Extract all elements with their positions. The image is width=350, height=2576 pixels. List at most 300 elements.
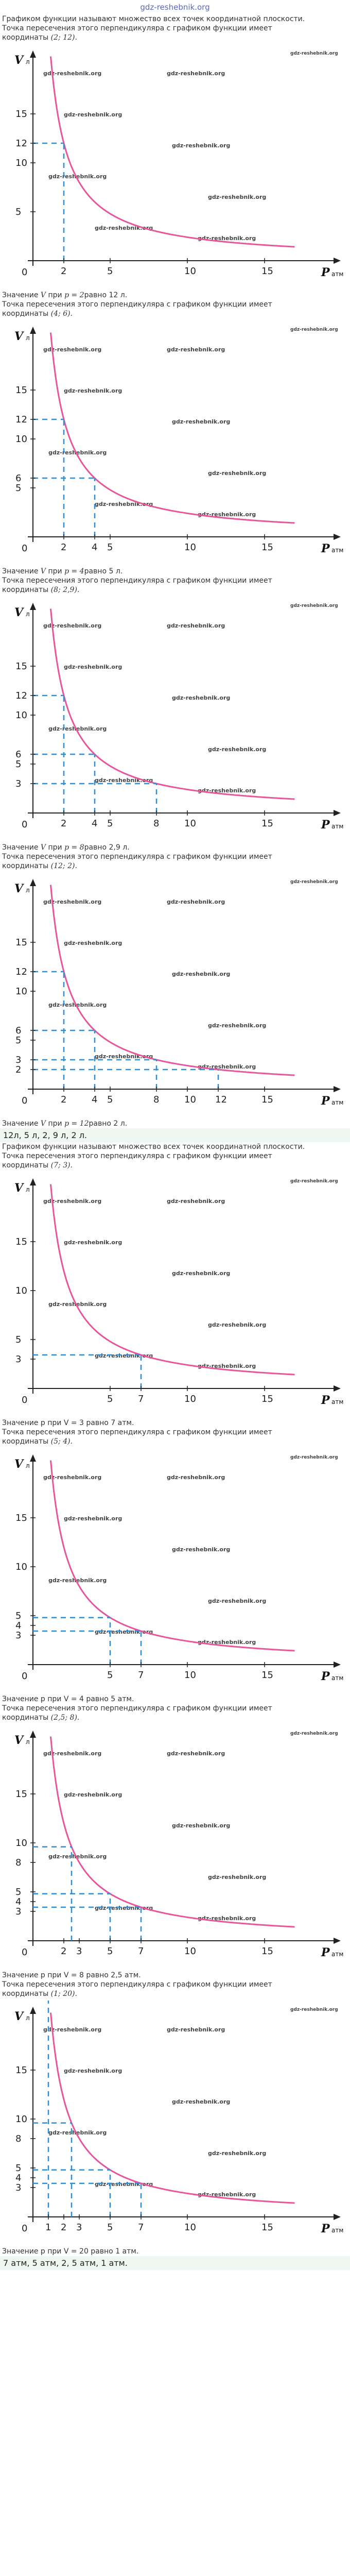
result-value: равно 12 л. [84,291,128,299]
explanation-text: Точка пересечения этого перпендикуляра с графиком функции имеет [2,1980,272,1989]
x-axis-label: P [321,266,330,279]
y-tick-label: 10 [15,986,27,997]
problem-block [0,852,350,1128]
x-axis-unit: атм [331,1951,344,1958]
y-tick-label: 5 [15,1887,22,1897]
y-tick-label: 4 [15,1620,22,1631]
watermark-text: gdz-reshebnik.org [43,622,102,629]
result-variable: V [40,291,46,299]
function-graph [2,597,348,839]
watermark-text: gdz-reshebnik.org [64,664,122,670]
y-axis-unit: л [26,2014,30,2022]
problem-block [0,1980,350,2256]
explanation-text: Точка пересечения этого перпендикуляра с графиком функции имеет [2,1704,272,1713]
watermark-text: gdz-reshebnik.org [290,51,338,56]
result-value: равно 2,9 л. [84,843,130,852]
coordinates-prefix: координаты [2,1161,51,1170]
function-curve [51,1737,295,1927]
coordinates-line [2,1437,348,1446]
x-axis-label: P [321,542,330,555]
answer-box: 7 атм, 5 атм, 2, 5 атм, 1 атм. [0,2256,350,2270]
coordinates-value: (4; 6). [50,310,73,318]
origin-label: 0 [22,1947,28,1958]
site-header[interactable]: gdz-reshebnik.org [140,3,210,12]
watermark-text: gdz-reshebnik.org [48,2129,107,2136]
x-tick-label: 5 [107,1094,113,1105]
watermark-text: gdz-reshebnik.org [198,1915,256,1922]
watermark-text: gdz-reshebnik.org [167,346,225,353]
watermark-text: gdz-reshebnik.org [198,2191,256,2198]
result-variable: V [40,1120,46,1128]
y-axis-unit: л [26,58,30,65]
coordinates-prefix: координаты [2,1437,51,1446]
x-tick-label: 2 [61,542,67,553]
result-condition: p = 4 [64,567,84,575]
y-tick-label: 8 [15,2133,22,2144]
x-tick-label: 2 [61,818,67,829]
x-tick-label: 10 [184,1394,196,1404]
x-axis-arrow [334,810,341,816]
explanation-text: Точка пересечения этого перпендикуляра с графиком функции имеет [2,853,272,861]
watermark-text: gdz-reshebnik.org [64,1515,122,1522]
watermark-text: gdz-reshebnik.org [167,1198,225,1205]
x-axis-unit: атм [331,270,344,278]
watermark-text: gdz-reshebnik.org [208,1321,267,1328]
result-condition: p = 2 [64,291,84,299]
y-axis-arrow [30,879,36,886]
watermark-text: gdz-reshebnik.org [167,2026,225,2033]
explanation-text: Точка пересечения этого перпендикуляра с графиком функции имеет [2,24,272,32]
watermark-text: gdz-reshebnik.org [208,746,267,753]
intro-text: Графиком функции называют множество всех точек координатной плоскости. [2,15,305,23]
x-axis-unit: атм [331,1674,344,1682]
watermark-text: gdz-reshebnik.org [290,1179,338,1184]
y-axis-unit: л [26,334,30,342]
function-curve [51,885,295,1076]
coordinates-prefix: координаты [2,862,51,870]
watermark-text: gdz-reshebnik.org [198,787,256,794]
x-tick-label: 10 [184,1946,196,1957]
explanation-text: Точка пересечения этого перпендикуляра с графиком функции имеет [2,577,272,585]
watermark-text: gdz-reshebnik.org [167,1474,225,1481]
y-tick-label: 6 [15,473,22,484]
x-axis-arrow [334,534,341,540]
watermark-text: gdz-reshebnik.org [48,1301,107,1308]
watermark-text: gdz-reshebnik.org [64,940,122,946]
y-axis-label: V [14,330,24,343]
function-curve [51,609,295,800]
x-axis-unit: атм [331,2227,344,2234]
x-axis-arrow [334,1938,341,1944]
x-tick-label: 2 [61,1094,67,1105]
watermark-text: gdz-reshebnik.org [95,1352,153,1359]
result-variable: V [40,567,46,575]
y-tick-label: 4 [15,1896,22,1907]
graph-container [2,1724,348,1967]
x-tick-label: 15 [261,1670,273,1681]
function-graph [2,2001,348,2243]
y-tick-label: 3 [15,1354,22,1365]
y-tick-label: 3 [15,1906,22,1917]
x-tick-label: 7 [138,1670,144,1681]
watermark-text: gdz-reshebnik.org [48,449,107,456]
x-tick-label: 4 [92,542,98,553]
x-tick-label: 2 [61,266,67,277]
watermark-text: gdz-reshebnik.org [43,346,102,353]
y-axis-arrow [30,1454,36,1462]
y-axis-unit: л [26,887,30,894]
watermark-text: gdz-reshebnik.org [95,777,153,784]
y-axis-label: V [14,2010,24,2023]
result-variable: V [40,843,46,852]
problem-block [0,14,350,300]
watermark-text: gdz-reshebnik.org [48,1002,107,1008]
x-tick-label: 2 [61,1946,67,1957]
y-axis-label: V [14,1734,24,1747]
watermark-text: gdz-reshebnik.org [290,603,338,608]
x-tick-label: 4 [92,1094,98,1105]
result-condition: p = 12 [64,1120,89,1128]
y-tick-label: 15 [15,385,27,396]
y-tick-label: 10 [15,434,27,445]
origin-label: 0 [22,819,28,830]
x-tick-label: 15 [261,1946,273,1957]
watermark-text: gdz-reshebnik.org [172,694,231,701]
y-tick-label: 10 [15,1838,27,1849]
graph-container [2,873,348,1115]
y-axis-unit: л [26,1186,30,1193]
y-axis-label: V [14,882,24,895]
x-tick-label: 15 [261,1394,273,1404]
x-tick-label: 10 [184,1094,196,1105]
problem-block [0,576,350,852]
watermark-text: gdz-reshebnik.org [95,1905,153,1911]
x-tick-label: 10 [184,2222,196,2233]
result-line [2,567,348,576]
y-tick-label: 5 [15,207,22,217]
watermark-text: gdz-reshebnik.org [198,235,256,242]
result-line: Значение p при V = 8 равно 2,5 атм. [2,1971,141,1979]
x-axis-arrow [334,1086,341,1092]
graph-container [2,1448,348,1690]
result-mid: при [46,1120,65,1128]
coordinates-value: (5; 4). [50,1437,73,1446]
coordinates-prefix: координаты [2,586,51,594]
x-axis-unit: атм [331,1398,344,1405]
y-tick-label: 5 [15,1334,22,1345]
watermark-text: gdz-reshebnik.org [167,70,225,77]
x-axis-label: P [321,1394,330,1407]
result-line [2,291,348,300]
x-axis-arrow [334,258,341,264]
x-tick-label: 5 [107,1946,113,1957]
y-tick-label: 3 [15,2182,22,2193]
x-axis-label: P [321,1670,330,1683]
y-tick-label: 2 [15,1064,22,1075]
y-tick-label: 5 [15,2163,22,2174]
y-tick-label: 15 [15,1789,27,1800]
coordinates-value: (2; 12). [50,33,77,42]
result-value: равно 5 л. [84,567,123,575]
watermark-text: gdz-reshebnik.org [198,1639,256,1646]
y-axis-unit: л [26,1738,30,1745]
x-axis-label: P [321,1094,330,1108]
x-axis-arrow [334,1385,341,1392]
y-tick-label: 4 [15,2173,22,2183]
explanation-text: Точка пересечения этого перпендикуляра с графиком функции имеет [2,1428,272,1436]
y-tick-label: 10 [15,2114,27,2125]
x-tick-label: 5 [107,2222,113,2233]
function-curve [51,1461,295,1651]
watermark-text: gdz-reshebnik.org [95,1629,153,1635]
watermark-text: gdz-reshebnik.org [64,387,122,394]
watermark-text: gdz-reshebnik.org [64,1791,122,1798]
y-tick-label: 5 [15,483,22,494]
y-tick-label: 10 [15,158,27,168]
coordinates-value: (7; 3). [50,1161,73,1170]
coordinates-value: (1; 20). [50,1990,77,1998]
result-prefix: Значение [2,567,41,575]
x-tick-label: 8 [153,1094,160,1105]
x-tick-label: 7 [138,1946,144,1957]
problem-block [0,300,350,576]
y-tick-label: 12 [15,967,27,977]
x-tick-label: 5 [107,1670,113,1681]
y-tick-label: 5 [15,1611,22,1621]
function-graph [2,1724,348,1967]
result-prefix: Значение [2,291,41,299]
watermark-text: gdz-reshebnik.org [48,1853,107,1860]
y-tick-label: 15 [15,2065,27,2076]
watermark-text: gdz-reshebnik.org [290,1455,338,1460]
problem-block [0,1142,350,1428]
y-axis-arrow [30,2007,36,2014]
result-line [2,1119,348,1128]
result-mid: при [46,567,65,575]
x-tick-label: 3 [76,2222,82,2233]
result-mid: при [46,291,65,299]
x-tick-label: 5 [107,266,113,277]
watermark-text: gdz-reshebnik.org [43,2026,102,2033]
explanation-text: Точка пересечения этого перпендикуляра с графиком функции имеет [2,300,272,309]
function-curve [51,1184,295,1375]
coordinates-line [2,1161,348,1170]
coordinates-value: (8; 2,9). [50,586,80,594]
function-graph [2,44,348,286]
x-tick-label: 12 [215,1094,227,1105]
solution-content [0,14,350,2270]
result-mid: при [46,843,65,852]
y-axis-label: V [14,606,24,619]
watermark-text: gdz-reshebnik.org [172,418,231,425]
y-tick-label: 10 [15,710,27,721]
function-curve [51,333,295,523]
y-tick-label: 12 [15,138,27,149]
watermark-text: gdz-reshebnik.org [198,1363,256,1369]
function-graph [2,1448,348,1690]
y-tick-label: 8 [15,1857,22,1868]
coordinates-line [2,861,348,871]
graph-container [2,44,348,286]
result-line: Значение p при V = 20 равно 1 атм. [2,2247,139,2256]
x-axis-arrow [334,2214,341,2220]
intro-text: Графиком функции называют множество всех точек координатной плоскости. [2,1143,305,1151]
function-graph [2,873,348,1115]
watermark-text: gdz-reshebnik.org [95,2181,153,2188]
y-tick-label: 12 [15,690,27,701]
origin-label: 0 [22,543,28,554]
watermark-text: gdz-reshebnik.org [198,1063,256,1070]
watermark-text: gdz-reshebnik.org [48,173,107,180]
watermark-text: gdz-reshebnik.org [48,725,107,732]
watermark-text: gdz-reshebnik.org [43,70,102,77]
watermark-text: gdz-reshebnik.org [198,511,256,518]
y-tick-label: 6 [15,1025,22,1036]
watermark-text: gdz-reshebnik.org [172,1822,231,1829]
watermark-text: gdz-reshebnik.org [290,2007,338,2012]
function-graph [2,1172,348,1414]
watermark-text: gdz-reshebnik.org [172,1270,231,1277]
graph-container [2,597,348,839]
x-tick-label: 3 [76,1946,82,1957]
watermark-text: gdz-reshebnik.org [208,1874,267,1880]
y-tick-label: 3 [15,778,22,789]
watermark-text: gdz-reshebnik.org [172,2098,231,2105]
graph-container [2,320,348,563]
y-axis-arrow [30,1731,36,1738]
y-tick-label: 10 [15,1562,27,1572]
y-tick-label: 15 [15,937,27,948]
result-line: Значение p при V = 3 равно 7 атм. [2,1419,134,1427]
origin-label: 0 [22,1095,28,1106]
result-line: Значение p при V = 4 равно 5 атм. [2,1695,134,1703]
y-axis-arrow [30,327,36,334]
x-tick-label: 1 [45,2222,51,2233]
watermark-text: gdz-reshebnik.org [290,327,338,332]
watermark-text: gdz-reshebnik.org [172,142,231,149]
coordinates-value: (12; 2). [50,862,77,870]
coordinates-value: (2,5; 8). [50,1714,80,1722]
x-axis-unit: атм [331,547,344,554]
y-tick-label: 15 [15,661,27,672]
watermark-text: gdz-reshebnik.org [64,2067,122,2074]
watermark-text: gdz-reshebnik.org [208,194,267,200]
x-tick-label: 15 [261,818,273,829]
x-tick-label: 10 [184,266,196,277]
x-tick-label: 7 [138,1394,144,1404]
coordinates-line [2,585,348,595]
origin-label: 0 [22,2223,28,2234]
function-curve [51,2013,295,2204]
x-tick-label: 10 [184,542,196,553]
y-axis-label: V [14,54,24,67]
y-axis-label: V [14,1181,24,1195]
x-axis-unit: атм [331,823,344,830]
answer-box: 12л, 5 л, 2, 9 л, 2 л. [0,1128,350,1142]
y-tick-label: 6 [15,749,22,760]
x-axis-unit: атм [331,1099,344,1106]
y-tick-label: 15 [15,1513,27,1523]
y-tick-label: 5 [15,759,22,770]
y-tick-label: 3 [15,1055,22,1065]
watermark-text: gdz-reshebnik.org [167,1750,225,1757]
x-axis-arrow [334,1662,341,1668]
y-axis-label: V [14,1458,24,1471]
watermark-text: gdz-reshebnik.org [167,622,225,629]
x-axis-label: P [321,818,330,832]
watermark-text: gdz-reshebnik.org [95,1053,153,1060]
watermark-text: gdz-reshebnik.org [43,1198,102,1205]
x-tick-label: 5 [107,542,113,553]
problem-block [0,1428,350,1704]
coordinates-line [2,1713,348,1722]
watermark-text: gdz-reshebnik.org [95,225,153,231]
function-graph [2,320,348,563]
x-axis-label: P [321,1946,330,1959]
x-tick-label: 2 [61,2222,67,2233]
x-axis-label: P [321,2222,330,2235]
watermark-text: gdz-reshebnik.org [43,899,102,905]
x-tick-label: 15 [261,2222,273,2233]
x-tick-label: 15 [261,1094,273,1105]
y-tick-label: 3 [15,1630,22,1641]
result-prefix: Значение [2,1120,41,1128]
coordinates-prefix: координаты [2,1714,51,1722]
watermark-text: gdz-reshebnik.org [43,1750,102,1757]
y-tick-label: 15 [15,1236,27,1247]
watermark-text: gdz-reshebnik.org [208,2150,267,2157]
y-tick-label: 5 [15,1035,22,1046]
coordinates-prefix: координаты [2,33,51,42]
y-axis-arrow [30,603,36,610]
watermark-text: gdz-reshebnik.org [43,1474,102,1481]
watermark-text: gdz-reshebnik.org [172,1546,231,1553]
watermark-text: gdz-reshebnik.org [167,899,225,905]
watermark-text: gdz-reshebnik.org [208,1022,267,1029]
y-axis-unit: л [26,1462,30,1469]
result-prefix: Значение [2,843,41,852]
x-tick-label: 5 [107,818,113,829]
y-tick-label: 12 [15,414,27,425]
origin-label: 0 [22,267,28,278]
y-tick-label: 15 [15,109,27,120]
x-tick-label: 4 [92,818,98,829]
watermark-text: gdz-reshebnik.org [172,971,231,977]
x-tick-label: 10 [184,1670,196,1681]
watermark-text: gdz-reshebnik.org [290,879,338,885]
x-tick-label: 10 [184,818,196,829]
y-axis-unit: л [26,611,30,618]
watermark-text: gdz-reshebnik.org [290,1731,338,1736]
function-curve [51,57,295,247]
watermark-text: gdz-reshebnik.org [64,111,122,118]
watermark-text: gdz-reshebnik.org [208,1598,267,1604]
y-tick-label: 10 [15,1285,27,1296]
graph-container [2,1172,348,1414]
graph-container [2,2001,348,2243]
x-tick-label: 5 [107,1394,113,1404]
coordinates-line [2,1989,348,1998]
explanation-text: Точка пересечения этого перпендикуляра с графиком функции имеет [2,1152,272,1160]
coordinates-prefix: координаты [2,310,51,318]
origin-label: 0 [22,1395,28,1405]
result-value: равно 2 л. [89,1120,128,1128]
problem-block [0,1704,350,1980]
x-tick-label: 15 [261,266,273,277]
origin-label: 0 [22,1671,28,1682]
x-tick-label: 7 [138,2222,144,2233]
y-axis-arrow [30,1178,36,1185]
